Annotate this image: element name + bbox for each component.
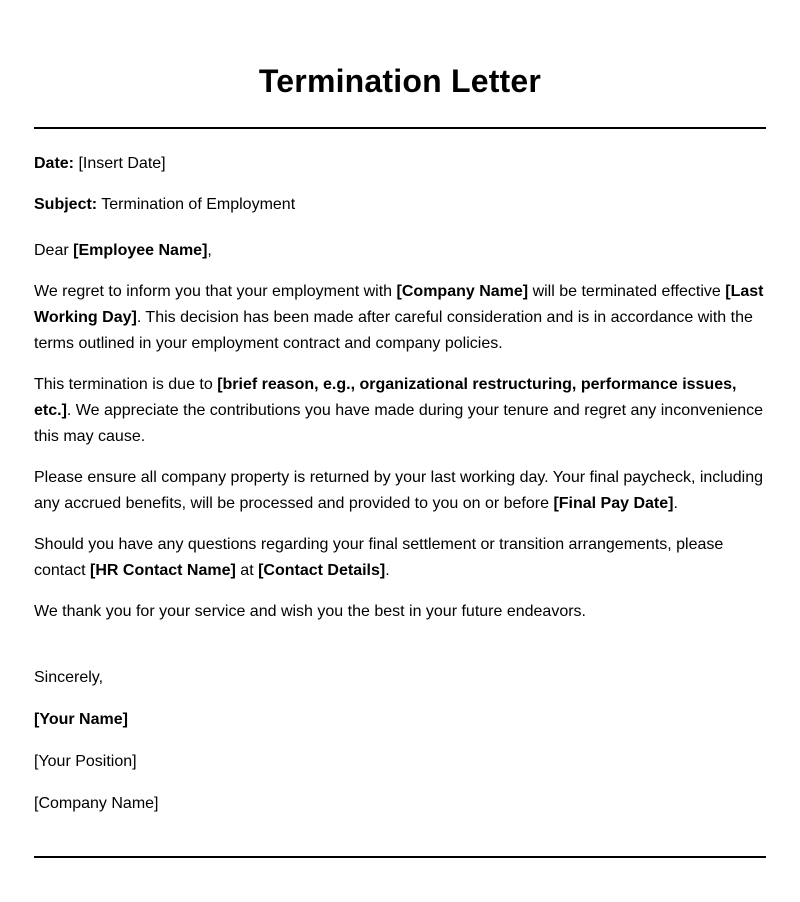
para4-text-3: . <box>385 562 390 579</box>
signature-company: [Company Name] <box>34 795 159 812</box>
date-label: Date: <box>34 155 75 172</box>
para1-text-3: . This decision has been made after careful consideration and is in accordance with the terms outlined in your employment contract and company policies. <box>34 309 753 352</box>
signature-position: [Your Position] <box>34 753 137 770</box>
subject-value: Termination of Employment <box>101 196 296 213</box>
paragraph-4 <box>34 532 766 584</box>
para2-text-2: . We appreciate the contributions you have made during your tenure and regret any inconvenience this may cause. <box>34 402 764 445</box>
paragraph-3 <box>34 465 766 517</box>
date-line <box>34 151 766 177</box>
subject-label: Subject: <box>34 196 98 213</box>
company-name-placeholder: [Company Name] <box>396 283 529 300</box>
signature-name <box>34 707 766 733</box>
bottom-divider <box>34 856 766 858</box>
para2-text-1: This termination is due to <box>34 376 213 393</box>
final-pay-date-placeholder: [Final Pay Date] <box>553 495 674 512</box>
closing: Sincerely, <box>34 669 104 686</box>
letter-page <box>34 0 766 858</box>
para1-text-2: will be terminated effective <box>532 283 721 300</box>
salutation-comma: , <box>207 242 212 259</box>
employee-name-placeholder: [Employee Name] <box>73 242 208 259</box>
hr-contact-placeholder: [HR Contact Name] <box>90 562 236 579</box>
top-divider <box>34 127 766 129</box>
date-value: [Insert Date] <box>78 155 166 172</box>
reason-placeholder: [brief reason, e.g., organizational restructuring, performance issues, etc.] <box>34 376 737 419</box>
your-name-placeholder: [Your Name] <box>34 711 128 728</box>
para4-text-1: Should you have any questions regarding your final settlement or transition arrangements, please contact <box>34 536 724 579</box>
subject-line <box>34 192 766 218</box>
para3-text-2: . <box>673 495 678 512</box>
paragraph-5: We thank you for your service and wish you the best in your future endeavors. <box>34 603 586 620</box>
para3-text-1: Please ensure all company property is returned by your last working day. Your final paycheck, including any accrued benefits, will be processed and provided to you on or before <box>34 469 763 512</box>
salutation-line <box>34 238 766 264</box>
salutation: Dear <box>34 242 69 259</box>
paragraph-2 <box>34 372 766 450</box>
document-title: Termination Letter <box>258 63 542 99</box>
contact-details-placeholder: [Contact Details] <box>258 562 386 579</box>
para4-text-2: at <box>240 562 254 579</box>
para1-text-1: We regret to inform you that your employment with <box>34 283 393 300</box>
paragraph-1 <box>34 279 766 357</box>
last-working-day-placeholder: [Last Working Day] <box>34 283 764 326</box>
